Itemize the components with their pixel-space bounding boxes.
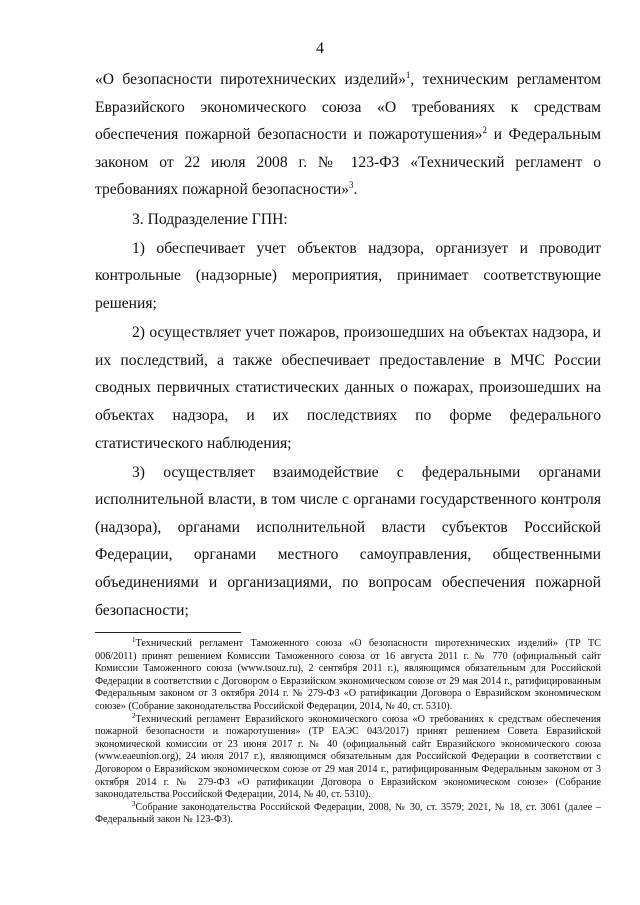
footnotes bbox=[95, 638, 601, 827]
document-body bbox=[95, 66, 601, 624]
footnote-mark: 1 bbox=[132, 636, 136, 644]
footnote-divider bbox=[95, 632, 241, 633]
text-segment: . bbox=[353, 181, 358, 199]
list-item-1: 1) обеспечивает учет объектов надзора, организует и проводит контрольные (надзорные) мероприятия, принимает соответствующие решения; bbox=[95, 239, 601, 312]
page-number: 4 bbox=[316, 40, 324, 57]
footnote-2 bbox=[95, 711, 601, 802]
footnote-ref-2: 2 bbox=[482, 125, 487, 136]
footnote-text: Собрание законодательства Российской Федерации, 2008, № 30, ст. 3579; 2021, № 18, ст. 3061 (далее – Федеральный закон № 123-ФЗ). bbox=[95, 801, 601, 826]
footnote-text: Технический регламент Евразийского экономического союза «О требованиях к средствам обеспечения пожарной безопасности и пожаротушения» (ТР ЕАЭС 043/2017) принят решением Совета Евразийской экономической комиссии от 23 июня 2017 г. № 40 (официальный сайт Евразийского экономического союза (www.eaeunion.org), 24 июля 2017 г.), являющимся обязательным для Российской Федерации в соответствии с Договором о Евразийском экономическом союзе от 29 мая 2014 г., ратифицированным Федеральным законом от 3 октября 2014 г. № 279-ФЗ «О ратификации Договора о Евразийском экономическом союзе» (Собрание законодательства Российской Федерации, 2014, № 40, ст. 5310). bbox=[95, 713, 601, 801]
text-segment: и Федеральным законом от 22 июля 2008 г. № 123-ФЗ «Технический регламент о требованиях пожарной безопасности» bbox=[95, 126, 601, 199]
list-item-2: 2) осуществляет учет пожаров, произошедших на объектах надзора, и их последствий, а также обеспечивает предоставление в МЧС России сводных первичных статистических данных о пожарах, произошедших на объектах надзора, и их последствиях по форме федерального статистического наблюдения; bbox=[95, 324, 601, 452]
text-segment: «О безопасности пиротехнических изделий» bbox=[95, 71, 406, 88]
section-heading: 3. Подразделение ГПН: bbox=[132, 210, 288, 228]
footnote-mark: 2 bbox=[132, 711, 136, 720]
footnote-ref-3: 3 bbox=[349, 180, 354, 191]
footnote-mark: 3 bbox=[132, 799, 136, 808]
footnote-text: Технический регламент Таможенного союза «О безопасности пиротехнических изделий» (ТР ТС 006/2011) принят решением Комиссии Таможенного союза от 16 августа 2011 г. № 770 (официальный сайт Комиссии Таможенного союза (www.tsouz.ru), 2 сентября 2011 г.), являющимся обязательным для Российской Федерации в соответствии с Договором о Евразийском экономическом союзе от 29 мая 2014 г., ратифицированным Федеральным законом от 3 октября 2014 г. № 279-ФЗ «О ратификации Договора о Евразийском экономическом союзе» (Собрание законодательства Российской Федерации, 2014, № 40, ст. 5310). bbox=[95, 638, 601, 712]
text-segment: , техническим регламентом Евразийского экономического союза «О требованиях к средствам обеспечения пожарной безопасности и пожаротушения» bbox=[95, 71, 601, 144]
footnote-1 bbox=[95, 638, 601, 714]
footnote-3 bbox=[95, 799, 601, 827]
paragraph-continuation bbox=[95, 66, 601, 204]
list-item-3: 3) осуществляет взаимодействие с федеральными органами исполнительной власти, в том числе с органами государственного контроля (надзора), органами исполнительной власти субъектов Российской Федерации, органами местного самоуправления, общественными объединениями и организациями, по вопросам обеспечения пожарной безопасности; bbox=[95, 463, 601, 619]
footnote-ref-1: 1 bbox=[405, 70, 411, 80]
